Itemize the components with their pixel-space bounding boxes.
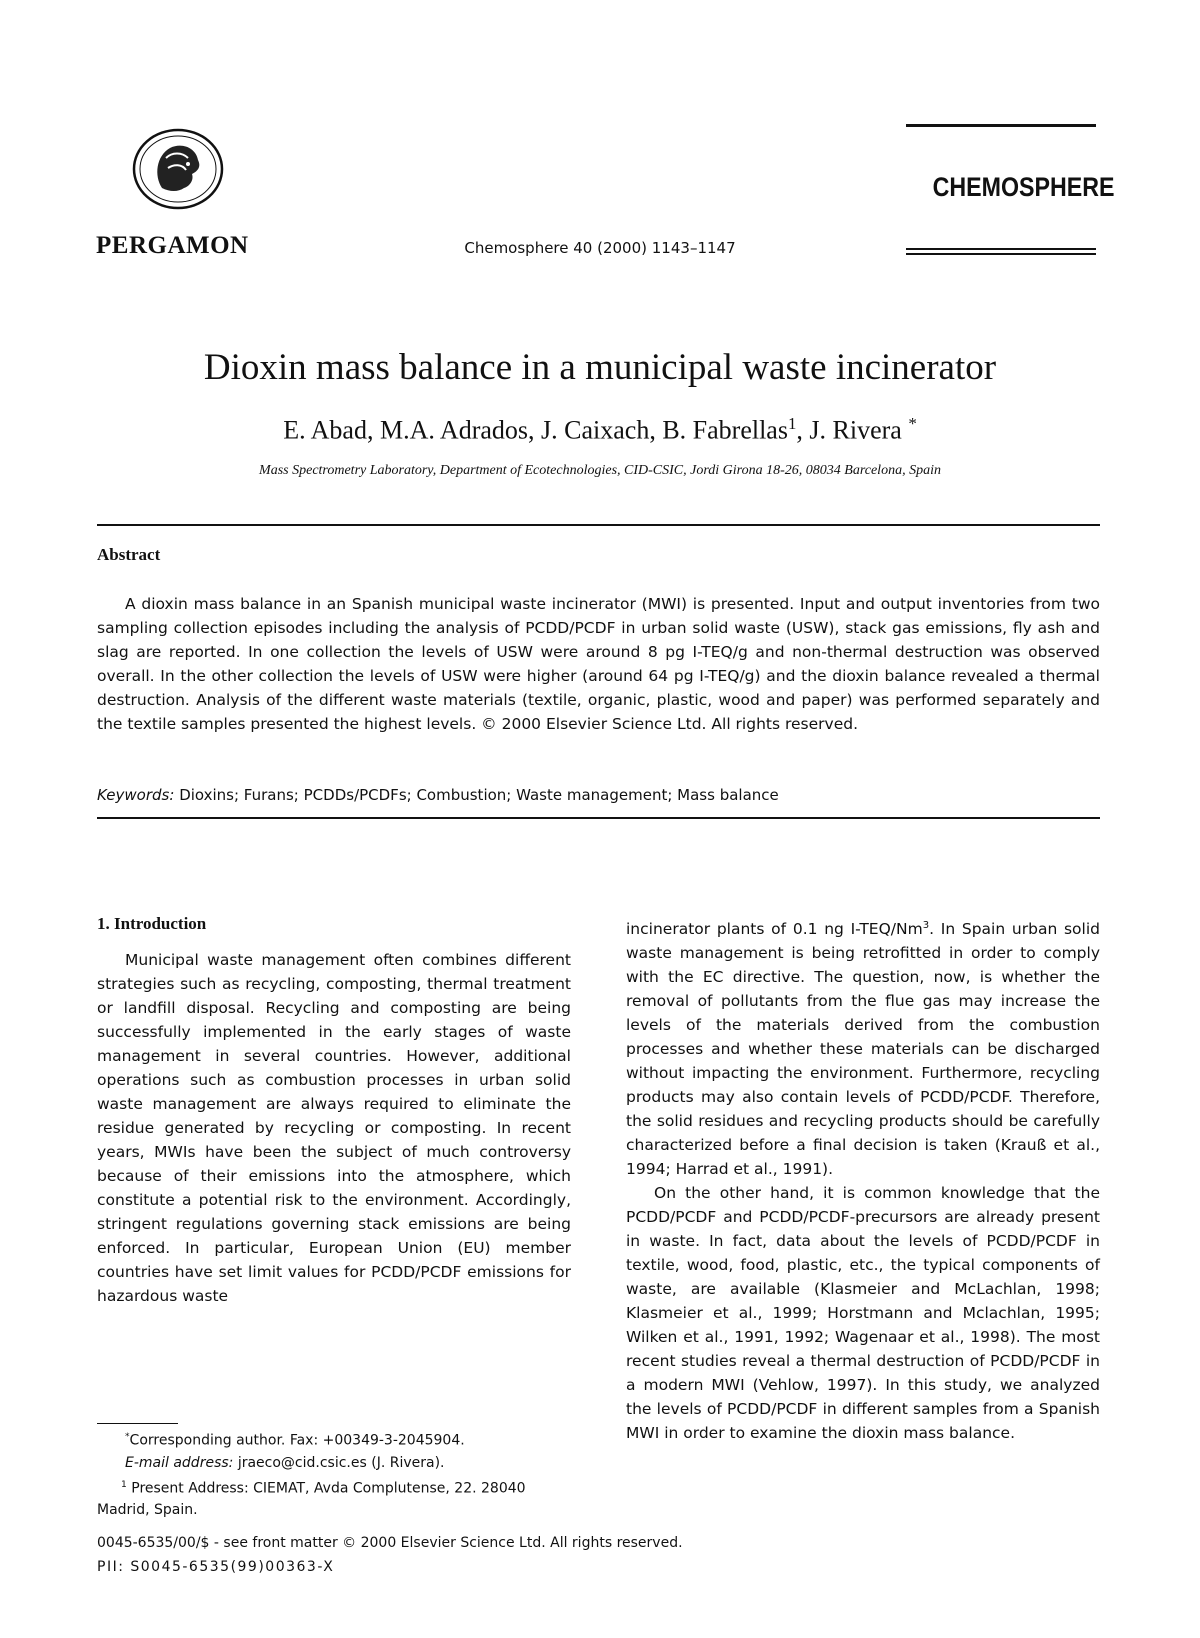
header-rule (906, 124, 1096, 127)
intro-paragraph-1: Municipal waste management often combines different strategies such as recycling, composting, thermal treatment or landfill disposal. Recycling and composting are being successfully implemented in the early stages of waste management in several countries. However, additional operations such as combustion processes in urban solid waste management are always required to eliminate the residue generated by recycling or composting. In recent years, MWIs have been the subject of much controversy because of their emissions into the atmosphere, which constitute a potential risk to the environment. Accordingly, stringent regulations governing stack emissions are being enforced. In particular, European Union (EU) member countries have set limit values for PCDD/PCDF emissions for hazardous waste (97, 951, 571, 1305)
author-footnote-mark: 1 (787, 414, 797, 433)
footnotes (97, 1426, 571, 1521)
intro-paragraph-2: On the other hand, it is common knowledge that the PCDD/PCDF and PCDD/PCDF-precursors are already present in waste. In fact, data about the levels of PCDD/PCDF in textile, wood, food, plastic, etc., the typical components of waste, are available (Klasmeier and McLachlan, 1998; Klasmeier et al., 1999; Horstmann and Mclachlan, 1995; Wilken et al., 1991, 1992; Wagenaar et al., 1998). The most recent studies reveal a thermal destruction of PCDD/PCDF in a modern MWI (Vehlow, 1997). In this study, we analyzed the levels of PCDD/PCDF in different samples from a Spanish MWI in order to examine the dioxin mass balance. (626, 1184, 1100, 1443)
keywords-list: Dioxins; Furans; PCDDs/PCDFs; Combustion; Waste management; Mass balance (174, 786, 779, 804)
corresponding-mark: * (908, 414, 917, 433)
intro-paragraph-continued (626, 914, 1100, 1181)
section-heading-introduction: 1. Introduction (97, 914, 207, 933)
abstract-bottom-rule (97, 817, 1100, 819)
journal-name: CHEMOSPHERE (932, 172, 1115, 202)
intro-continued-a: incinerator plants of 0.1 ng I-TEQ/Nm (626, 920, 923, 939)
left-column (97, 948, 571, 1308)
abstract-body (97, 592, 1100, 736)
address-footnote: Present Address: CIEMAT, Avda Complutense, 22. 28040 Madrid, Spain. (97, 1480, 526, 1519)
unit-superscript: 3 (922, 920, 930, 931)
front-matter-line: 0045-6535/00/$ - see front matter © 2000 Elsevier Science Ltd. All rights reserved. (97, 1535, 683, 1551)
abstract-heading: Abstract (97, 545, 161, 564)
pii-line: PII: S0045-6535(99)00363-X (97, 1559, 335, 1575)
corresponding-footnote-mark: * (125, 1432, 130, 1442)
publisher-name: PERGAMON (96, 232, 249, 259)
email-address: jraeco@cid.csic.es (J. Rivera). (233, 1454, 445, 1471)
author-list (0, 414, 1200, 446)
citation-line: Chemosphere 40 (2000) 1143–1147 (464, 239, 736, 257)
authors-main: E. Abad, M.A. Adrados, J. Caixach, B. Fabrellas (283, 415, 788, 445)
footnote-rule (97, 1423, 178, 1424)
keywords-label: Keywords: (97, 786, 175, 804)
authors-last: , J. Rivera (796, 415, 902, 445)
intro-continued-b: . In Spain urban solid waste management is being retrofitted in order to comply with the EC directive. The question, now, is whether the removal of pollutants from the flue gas may increase the levels of the materials derived from the combustion processes and whether these materials can be discharged without impacting the environment. Furthermore, recycling products may also contain levels of PCDD/PCDF. Therefore, the solid residues and recycling products should be carefully characterized before a final decision is taken (Krauß et al., 1994; Harrad et al., 1991). (626, 920, 1100, 1179)
corresponding-footnote: Corresponding author. Fax: +00349-3-2045904. (129, 1432, 465, 1449)
email-label: E-mail address: (125, 1454, 234, 1471)
header-double-rule (906, 248, 1096, 255)
affiliation: Mass Spectrometry Laboratory, Department of Ecotechnologies, CID-CSIC, Jordi Girona 18-26, 08034 Barcelona, Spain (259, 463, 941, 478)
article-title: Dioxin mass balance in a municipal waste incinerator (203, 347, 997, 388)
address-footnote-mark: 1 (121, 1479, 127, 1490)
pergamon-logo-icon (132, 128, 224, 210)
right-column (626, 914, 1100, 1445)
abstract-text: A dioxin mass balance in an Spanish municipal waste incinerator (MWI) is presented. Input and output inventories from two sampling collection episodes including the analysis of PCDD/PCDF in urban solid waste (USW), stack gas emissions, fly ash and slag are reported. In one collection the levels of USW were around 8 pg I-TEQ/g and non-thermal destruction was observed overall. In the other collection the levels of USW were higher (around 64 pg I-TEQ/g) and the dioxin balance revealed a thermal destruction. Analysis of the different waste materials (textile, organic, plastic, wood and paper) was performed separately and the textile samples presented the highest levels. © 2000 Elsevier Science Ltd. All rights reserved. (97, 595, 1100, 733)
abstract-top-rule (97, 524, 1100, 526)
keywords (97, 786, 779, 804)
